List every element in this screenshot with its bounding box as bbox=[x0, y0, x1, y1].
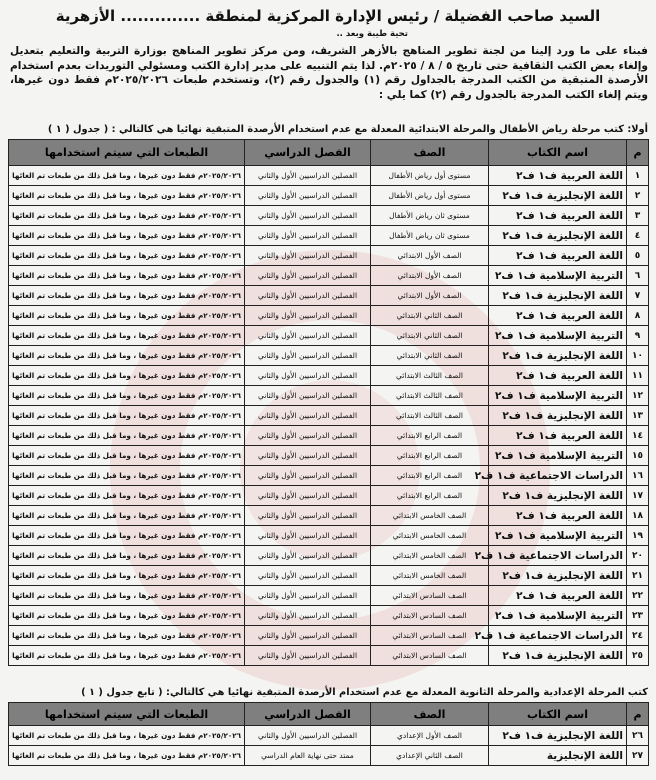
book-name: الدراسات الاجتماعية ف١ ف٢ bbox=[489, 466, 627, 486]
grade: مستوى ثان رياض الأطفال bbox=[371, 206, 489, 226]
semester: الفصلين الدراسيين الأول والثاني bbox=[245, 466, 371, 486]
grade: الصف الثاني الابتدائي bbox=[371, 346, 489, 366]
editions: ٢٠٢٥/٢٠٢٦م فقط دون غيرها ، وما قبل ذلك من طبعات تم الغائها bbox=[9, 466, 245, 486]
col-grade: الصف bbox=[371, 140, 489, 166]
grade: مستوى أول رياض الأطفال bbox=[371, 186, 489, 206]
semester: الفصلين الدراسيين الأول والثاني bbox=[245, 366, 371, 386]
semester: الفصلين الدراسيين الأول والثاني bbox=[245, 526, 371, 546]
grade: الصف الثالث الابتدائي bbox=[371, 366, 489, 386]
semester: الفصلين الدراسيين الأول والثاني bbox=[245, 426, 371, 446]
col-num: م bbox=[627, 140, 649, 166]
grade: الصف الثاني الإعدادي bbox=[371, 746, 489, 766]
grade: الصف الخامس الابتدائي bbox=[371, 546, 489, 566]
editions: ٢٠٢٥/٢٠٢٦م فقط دون غيرها ، وما قبل ذلك من طبعات تم الغائها bbox=[9, 386, 245, 406]
table-row bbox=[9, 586, 649, 606]
grade: الصف الخامس الابتدائي bbox=[371, 526, 489, 546]
book-name: التربية الإسلامية ف١ ف٢ bbox=[489, 446, 627, 466]
book-name: اللغة الإنجليزية ف١ ف٢ bbox=[489, 486, 627, 506]
row-number: ٢٦ bbox=[627, 726, 649, 746]
semester: الفصلين الدراسيين الأول والثاني bbox=[245, 546, 371, 566]
semester: الفصلين الدراسيين الأول والثاني bbox=[245, 166, 371, 186]
table-row bbox=[9, 286, 649, 306]
book-name: اللغة الإنجليزية bbox=[489, 746, 627, 766]
row-number: ١٦ bbox=[627, 466, 649, 486]
table-row bbox=[9, 486, 649, 506]
editions: ٢٠٢٥/٢٠٢٦م فقط دون غيرها ، وما قبل ذلك من طبعات تم الغائها bbox=[9, 446, 245, 466]
editions: ٢٠٢٥/٢٠٢٦م فقط دون غيرها ، وما قبل ذلك من طبعات تم الغائها bbox=[9, 426, 245, 446]
row-number: ١٥ bbox=[627, 446, 649, 466]
row-number: ٢ bbox=[627, 186, 649, 206]
table-row bbox=[9, 446, 649, 466]
table-row bbox=[9, 626, 649, 646]
editions: ٢٠٢٥/٢٠٢٦م فقط دون غيرها ، وما قبل ذلك من طبعات تم الغائها bbox=[9, 186, 245, 206]
table-row bbox=[9, 366, 649, 386]
grade: الصف السادس الابتدائي bbox=[371, 626, 489, 646]
row-number: ١ bbox=[627, 166, 649, 186]
grade: الصف السادس الابتدائي bbox=[371, 646, 489, 666]
table-row bbox=[9, 406, 649, 426]
semester: الفصلين الدراسيين الأول والثاني bbox=[245, 646, 371, 666]
table-row bbox=[9, 346, 649, 366]
row-number: ٢٥ bbox=[627, 646, 649, 666]
book-name: اللغة الإنجليزية ف١ ف٢ bbox=[489, 646, 627, 666]
book-name: اللغة الإنجليزية ف١ ف٢ bbox=[489, 346, 627, 366]
intro-paragraph: فبناء على ما ورد إلينا من لجنة تطوير المناهج بالأزهر الشريف، ومن مركز تطوير المناهج بوزارة التربية والتعليم بتعديل وإلغاء بعض الكتب الثقافية حتى تاريخ ٥ / ٨ / ٢٠٢٥م. لذا يتم التنبيه على مدير إدارة الكتب ومسئولي التوريدات بعدم استخدام الأرصدة المتبقية من الكتب المدرجة بالجداول رقم (١) والجدول رقم (٢)، وتستخدم طبعات ٢٠٢٥/٢٠٢٦م فقط دون غيرها، ويتم إلغاء الكتب المدرجة بالجدول رقم (٢) كما يلي : bbox=[10, 45, 649, 101]
grade: الصف الرابع الابتدائي bbox=[371, 426, 489, 446]
book-name: اللغة الإنجليزية ف١ ف٢ bbox=[489, 726, 627, 746]
book-name: التربية الإسلامية ف١ ف٢ bbox=[489, 386, 627, 406]
row-number: ١٢ bbox=[627, 386, 649, 406]
book-name: اللغة العربية ف١ ف٢ bbox=[489, 206, 627, 226]
row-number: ١٧ bbox=[627, 486, 649, 506]
semester: الفصلين الدراسيين الأول والثاني bbox=[245, 566, 371, 586]
row-number: ٦ bbox=[627, 266, 649, 286]
col-num: م bbox=[627, 703, 649, 726]
table-row bbox=[9, 306, 649, 326]
book-name: اللغة العربية ف١ ف٢ bbox=[489, 306, 627, 326]
row-number: ٩ bbox=[627, 326, 649, 346]
book-name: الدراسات الاجتماعية ف١ ف٢ bbox=[489, 626, 627, 646]
grade: الصف السادس الابتدائي bbox=[371, 606, 489, 626]
grade: الصف السادس الابتدائي bbox=[371, 586, 489, 606]
semester: الفصلين الدراسيين الأول والثاني bbox=[245, 186, 371, 206]
semester: الفصلين الدراسيين الأول والثاني bbox=[245, 606, 371, 626]
editions: ٢٠٢٥/٢٠٢٦م فقط دون غيرها ، وما قبل ذلك من طبعات تم الغائها bbox=[9, 566, 245, 586]
semester: الفصلين الدراسيين الأول والثاني bbox=[245, 226, 371, 246]
section2-heading: كتب المرحلة الإعدادية والمرحلة الثانوية المعدلة مع عدم استخدام الأرصدة المتبقية نهائيا هي كالتالي: ( تابع جدول ( ١ ) bbox=[81, 687, 648, 698]
semester: الفصلين الدراسيين الأول والثاني bbox=[245, 726, 371, 746]
row-number: ٤ bbox=[627, 226, 649, 246]
col-book: اسم الكتاب bbox=[489, 140, 627, 166]
editions: ٢٠٢٥/٢٠٢٦م فقط دون غيرها ، وما قبل ذلك من طبعات تم الغائها bbox=[9, 246, 245, 266]
col-semester: الفصل الدراسي bbox=[245, 703, 371, 726]
editions: ٢٠٢٥/٢٠٢٦م فقط دون غيرها ، وما قبل ذلك من طبعات تم الغائها bbox=[9, 406, 245, 426]
table-row bbox=[9, 206, 649, 226]
editions: ٢٠٢٥/٢٠٢٦م فقط دون غيرها ، وما قبل ذلك من طبعات تم الغائها bbox=[9, 626, 245, 646]
grade: الصف الخامس الابتدائي bbox=[371, 566, 489, 586]
table-1-header bbox=[9, 140, 649, 166]
row-number: ١٠ bbox=[627, 346, 649, 366]
book-name: اللغة العربية ف١ ف٢ bbox=[489, 586, 627, 606]
semester: الفصلين الدراسيين الأول والثاني bbox=[245, 206, 371, 226]
table-row bbox=[9, 726, 649, 746]
semester: الفصلين الدراسيين الأول والثاني bbox=[245, 406, 371, 426]
col-editions: الطبعات التي سيتم استخدامها bbox=[9, 703, 245, 726]
editions: ٢٠٢٥/٢٠٢٦م فقط دون غيرها ، وما قبل ذلك من طبعات تم الغائها bbox=[9, 306, 245, 326]
book-name: اللغة العربية ف١ ف٢ bbox=[489, 506, 627, 526]
book-name: اللغة الإنجليزية ف١ ف٢ bbox=[489, 226, 627, 246]
semester: الفصلين الدراسيين الأول والثاني bbox=[245, 626, 371, 646]
editions: ٢٠٢٥/٢٠٢٦م فقط دون غيرها ، وما قبل ذلك من طبعات تم الغائها bbox=[9, 546, 245, 566]
semester: ممتد حتى نهاية العام الدراسي bbox=[245, 746, 371, 766]
semester: الفصلين الدراسيين الأول والثاني bbox=[245, 326, 371, 346]
editions: ٢٠٢٥/٢٠٢٦م فقط دون غيرها ، وما قبل ذلك من طبعات تم الغائها bbox=[9, 206, 245, 226]
editions: ٢٠٢٥/٢٠٢٦م فقط دون غيرها ، وما قبل ذلك من طبعات تم الغائها bbox=[9, 746, 245, 766]
grade: الصف الأول الابتدائي bbox=[371, 266, 489, 286]
semester: الفصلين الدراسيين الأول والثاني bbox=[245, 386, 371, 406]
greeting: تحية طيبة وبعد .. bbox=[336, 29, 408, 39]
editions: ٢٠٢٥/٢٠٢٦م فقط دون غيرها ، وما قبل ذلك من طبعات تم الغائها bbox=[9, 646, 245, 666]
table-2-body bbox=[9, 726, 649, 766]
book-name: التربية الإسلامية ف١ ف٢ bbox=[489, 606, 627, 626]
row-number: ٢٧ bbox=[627, 746, 649, 766]
book-name: التربية الإسلامية ف١ ف٢ bbox=[489, 326, 627, 346]
table-row bbox=[9, 546, 649, 566]
editions: ٢٠٢٥/٢٠٢٦م فقط دون غيرها ، وما قبل ذلك من طبعات تم الغائها bbox=[9, 526, 245, 546]
row-number: ١٨ bbox=[627, 506, 649, 526]
editions: ٢٠٢٥/٢٠٢٦م فقط دون غيرها ، وما قبل ذلك من طبعات تم الغائها bbox=[9, 326, 245, 346]
table-row bbox=[9, 746, 649, 766]
row-number: ٥ bbox=[627, 246, 649, 266]
editions: ٢٠٢٥/٢٠٢٦م فقط دون غيرها ، وما قبل ذلك من طبعات تم الغائها bbox=[9, 606, 245, 626]
table-row bbox=[9, 166, 649, 186]
editions: ٢٠٢٥/٢٠٢٦م فقط دون غيرها ، وما قبل ذلك من طبعات تم الغائها bbox=[9, 166, 245, 186]
letter-title: السيد صاحب الفضيلة / رئيس الإدارة المركزية لمنطقة .............. الأزهرية bbox=[55, 7, 601, 25]
book-name: اللغة العربية ف١ ف٢ bbox=[489, 366, 627, 386]
table-row bbox=[9, 506, 649, 526]
semester: الفصلين الدراسيين الأول والثاني bbox=[245, 506, 371, 526]
editions: ٢٠٢٥/٢٠٢٦م فقط دون غيرها ، وما قبل ذلك من طبعات تم الغائها bbox=[9, 366, 245, 386]
grade: الصف الأول الابتدائي bbox=[371, 246, 489, 266]
semester: الفصلين الدراسيين الأول والثاني bbox=[245, 246, 371, 266]
editions: ٢٠٢٥/٢٠٢٦م فقط دون غيرها ، وما قبل ذلك من طبعات تم الغائها bbox=[9, 726, 245, 746]
table-row bbox=[9, 466, 649, 486]
semester: الفصلين الدراسيين الأول والثاني bbox=[245, 286, 371, 306]
editions: ٢٠٢٥/٢٠٢٦م فقط دون غيرها ، وما قبل ذلك من طبعات تم الغائها bbox=[9, 586, 245, 606]
row-number: ٢٢ bbox=[627, 586, 649, 606]
grade: الصف الخامس الابتدائي bbox=[371, 506, 489, 526]
grade: الصف الرابع الابتدائي bbox=[371, 486, 489, 506]
editions: ٢٠٢٥/٢٠٢٦م فقط دون غيرها ، وما قبل ذلك من طبعات تم الغائها bbox=[9, 286, 245, 306]
grade: الصف الرابع الابتدائي bbox=[371, 446, 489, 466]
table-row bbox=[9, 426, 649, 446]
col-grade: الصف bbox=[371, 703, 489, 726]
grade: الصف الأول الابتدائي bbox=[371, 286, 489, 306]
grade: الصف الثاني الابتدائي bbox=[371, 326, 489, 346]
grade: الصف الرابع الابتدائي bbox=[371, 466, 489, 486]
grade: الصف الثاني الابتدائي bbox=[371, 306, 489, 326]
editions: ٢٠٢٥/٢٠٢٦م فقط دون غيرها ، وما قبل ذلك من طبعات تم الغائها bbox=[9, 346, 245, 366]
table-row bbox=[9, 326, 649, 346]
book-name: اللغة الإنجليزية ف١ ف٢ bbox=[489, 566, 627, 586]
table-row bbox=[9, 266, 649, 286]
grade: مستوى أول رياض الأطفال bbox=[371, 166, 489, 186]
table-row bbox=[9, 606, 649, 626]
editions: ٢٠٢٥/٢٠٢٦م فقط دون غيرها ، وما قبل ذلك من طبعات تم الغائها bbox=[9, 266, 245, 286]
book-name: اللغة العربية ف١ ف٢ bbox=[489, 426, 627, 446]
col-book: اسم الكتاب bbox=[489, 703, 627, 726]
row-number: ٧ bbox=[627, 286, 649, 306]
table-row bbox=[9, 186, 649, 206]
row-number: ١٩ bbox=[627, 526, 649, 546]
editions: ٢٠٢٥/٢٠٢٦م فقط دون غيرها ، وما قبل ذلك من طبعات تم الغائها bbox=[9, 486, 245, 506]
grade: الصف الثالث الابتدائي bbox=[371, 386, 489, 406]
semester: الفصلين الدراسيين الأول والثاني bbox=[245, 586, 371, 606]
grade: الصف الثالث الابتدائي bbox=[371, 406, 489, 426]
row-number: ٣ bbox=[627, 206, 649, 226]
book-name: اللغة الإنجليزية ف١ ف٢ bbox=[489, 186, 627, 206]
table-2 bbox=[8, 702, 649, 766]
table-row bbox=[9, 566, 649, 586]
row-number: ٢٠ bbox=[627, 546, 649, 566]
semester: الفصلين الدراسيين الأول والثاني bbox=[245, 486, 371, 506]
editions: ٢٠٢٥/٢٠٢٦م فقط دون غيرها ، وما قبل ذلك من طبعات تم الغائها bbox=[9, 506, 245, 526]
section1-heading: أولا: كتب مرحلة رياض الأطفال والمرحلة الابتدائية المعدلة مع عدم استخدام الأرصدة المتبقية نهائيا هي كالتالي : ( جدول ( ١ ) bbox=[47, 124, 648, 135]
col-semester: الفصل الدراسي bbox=[245, 140, 371, 166]
semester: الفصلين الدراسيين الأول والثاني bbox=[245, 446, 371, 466]
semester: الفصلين الدراسيين الأول والثاني bbox=[245, 346, 371, 366]
table-row bbox=[9, 386, 649, 406]
semester: الفصلين الدراسيين الأول والثاني bbox=[245, 266, 371, 286]
table-1-body bbox=[9, 166, 649, 666]
book-name: التربية الإسلامية ف١ ف٢ bbox=[489, 266, 627, 286]
book-name: التربية الإسلامية ف١ ف٢ bbox=[489, 526, 627, 546]
book-name: اللغة العربية ف١ ف٢ bbox=[489, 166, 627, 186]
row-number: ١١ bbox=[627, 366, 649, 386]
grade: الصف الأول الإعدادي bbox=[371, 726, 489, 746]
book-name: الدراسات الاجتماعية ف١ ف٢ bbox=[489, 546, 627, 566]
row-number: ٨ bbox=[627, 306, 649, 326]
table-row bbox=[9, 226, 649, 246]
table-row bbox=[9, 526, 649, 546]
table-1 bbox=[8, 139, 649, 666]
row-number: ٢٣ bbox=[627, 606, 649, 626]
col-editions: الطبعات التي سيتم استخدامها bbox=[9, 140, 245, 166]
row-number: ٢٤ bbox=[627, 626, 649, 646]
table-row bbox=[9, 246, 649, 266]
grade: مستوى ثان رياض الأطفال bbox=[371, 226, 489, 246]
row-number: ١٤ bbox=[627, 426, 649, 446]
table-2-header bbox=[9, 703, 649, 726]
editions: ٢٠٢٥/٢٠٢٦م فقط دون غيرها ، وما قبل ذلك من طبعات تم الغائها bbox=[9, 226, 245, 246]
semester: الفصلين الدراسيين الأول والثاني bbox=[245, 306, 371, 326]
book-name: اللغة الإنجليزية ف١ ف٢ bbox=[489, 286, 627, 306]
book-name: اللغة الإنجليزية ف١ ف٢ bbox=[489, 406, 627, 426]
table-row bbox=[9, 646, 649, 666]
row-number: ١٣ bbox=[627, 406, 649, 426]
row-number: ٢١ bbox=[627, 566, 649, 586]
book-name: اللغة العربية ف١ ف٢ bbox=[489, 246, 627, 266]
